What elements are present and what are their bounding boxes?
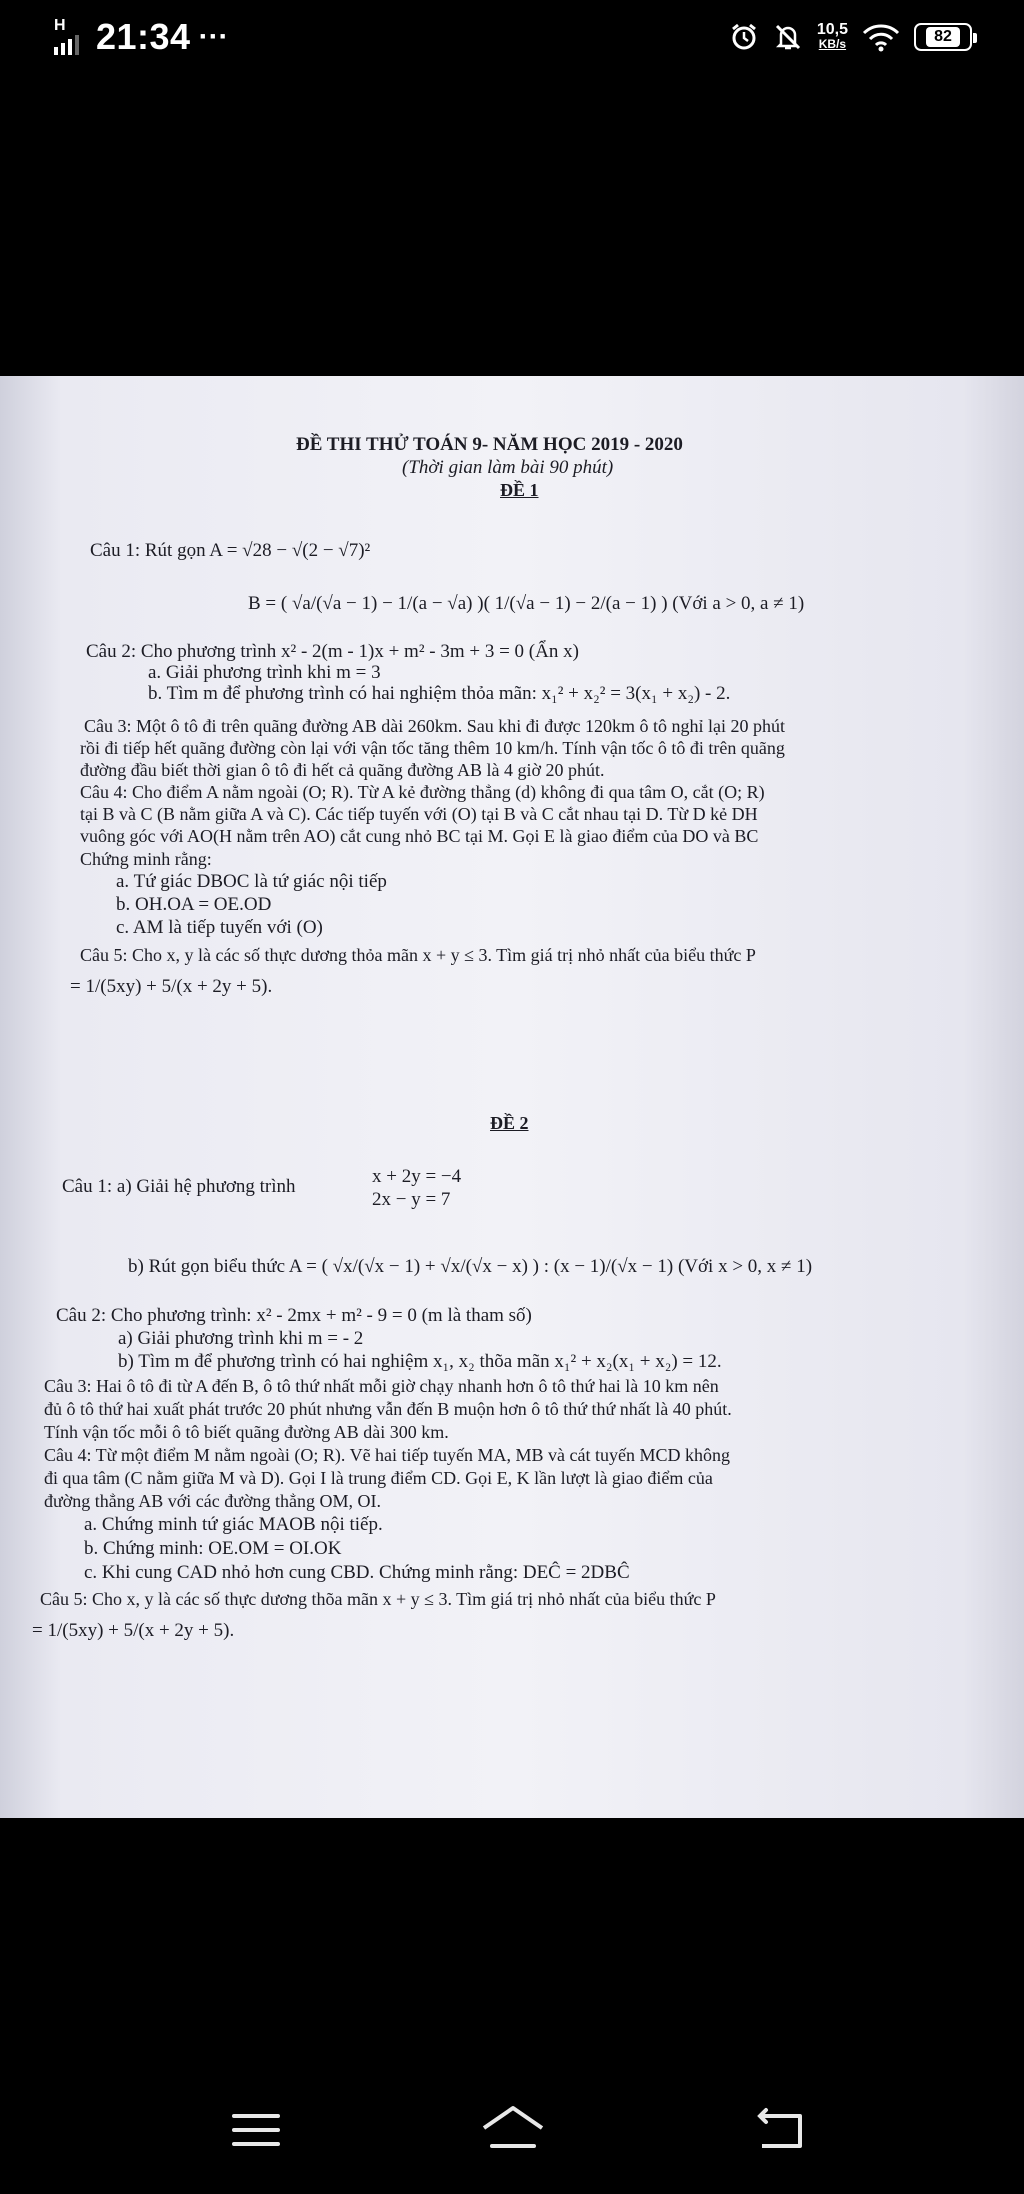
de1-line: đường đầu biết thời gian ô tô đi hết cả quãng đường AB là 4 giờ 20 phút.	[80, 760, 605, 780]
de1-line: Câu 4: Cho điểm A nằm ngoài (O; R). Từ A kẻ đường thẳng (d) không đi qua tâm O, cắt (O; R)	[80, 782, 765, 802]
de2-line: Câu 5: Cho x, y là các số thực dương thõa mãn x + y ≤ 3. Tìm giá trị nhỏ nhất của biểu thức P	[40, 1589, 716, 1609]
de2-line: đường thẳng AB với các đường thẳng OM, OI.	[44, 1491, 382, 1511]
de2-line: b. Chứng minh: OE.OM = OI.OK	[84, 1538, 342, 1559]
speed-unit: KB/s	[818, 37, 847, 51]
de1-line: tại B và C (B nằm giữa A và C). Các tiếp tuyến với (O) tại B và C cắt nhau tại D. Từ D kẻ DH	[80, 804, 758, 824]
speed-value: 10,5	[816, 21, 848, 38]
de2-line: a) Giải phương trình khi m = - 2	[118, 1328, 364, 1349]
exam-title: ĐỀ THI THỬ TOÁN 9- NĂM HỌC 2019 - 2020	[296, 434, 683, 455]
navigation-bar	[0, 2040, 1024, 2194]
de1-line: Chứng minh rằng:	[80, 849, 212, 869]
de1-line: B = ( √a/(√a − 1) − 1/(a − √a) )( 1/(√a − 1) − 2/(a − 1) ) (Với a > 0, a ≠ 1)	[248, 593, 805, 614]
de2-line: x + 2y = −4	[372, 1166, 462, 1187]
de2-line: đủ ô tô thứ hai xuất phát trước 20 phút nhưng vẫn đến B muộn hơn ô tô thứ thứ nhất là 40 phút.	[44, 1399, 732, 1419]
de2-line: 2x − y = 7	[372, 1189, 451, 1210]
de1-line: rồi đi tiếp hết quãng đường còn lại với vận tốc tăng thêm 10 km/h. Tính vận tốc ô tô đi trên quãng	[80, 738, 785, 758]
de1-line: vuông góc với AO(H nằm trên AO) cắt cung nhỏ BC tại M. Gọi E là giao điểm của DO và BC	[80, 826, 759, 846]
de2-heading: ĐỀ 2	[490, 1113, 529, 1133]
de2-line: c. Khi cung CAD nhỏ hơn cung CBD. Chứng minh rằng: DEĈ = 2DBĈ	[84, 1562, 630, 1583]
de1-line: c. AM là tiếp tuyến với (O)	[116, 917, 323, 938]
status-left	[54, 16, 229, 58]
network-type: H	[54, 17, 66, 34]
more-notifications-icon: ···	[198, 20, 229, 53]
menu-icon[interactable]	[226, 2100, 286, 2160]
de2-line: Câu 4: Từ một điểm M nằm ngoài (O; R). Vẽ hai tiếp tuyến MA, MB và cát tuyến MCD không	[44, 1445, 731, 1465]
de1-line: b. Tìm m để phương trình có hai nghiệm thỏa mãn: x₁² + x₂² = 3(x₁ + x₂) - 2.	[148, 683, 731, 704]
de1-line: a. Giải phương trình khi m = 3	[148, 662, 381, 683]
de1-line: Câu 5: Cho x, y là các số thực dương thỏa mãn x + y ≤ 3. Tìm giá trị nhỏ nhất của biểu thức P	[80, 945, 756, 965]
battery-level: 82	[926, 27, 960, 47]
alarm-icon	[729, 22, 759, 52]
network-speed	[817, 23, 848, 51]
de2-line: Câu 3: Hai ô tô đi từ A đến B, ô tô thứ nhất mỗi giờ chạy nhanh hơn ô tô thứ hai là 10 km nên	[44, 1376, 719, 1396]
home-icon[interactable]	[478, 2100, 548, 2160]
de2-line: b) Tìm m để phương trình có hai nghiệm x₁, x₂ thõa mãn x₁² + x₂(x₁ + x₂) = 12.	[118, 1351, 722, 1372]
mute-icon	[773, 22, 803, 52]
de1-line: b. OH.OA = OE.OD	[116, 894, 272, 915]
de2-line: = 1/(5xy) + 5/(x + 2y + 5).	[32, 1620, 235, 1641]
battery-icon	[914, 23, 972, 51]
de1-line: Câu 1: Rút gọn A = √28 − √(2 − √7)²	[90, 540, 371, 561]
exam-paper-photo	[0, 376, 1024, 1818]
de1-line: a. Tứ giác DBOC là tứ giác nội tiếp	[116, 871, 387, 892]
de1-line: Câu 3: Một ô tô đi trên quãng đường AB dài 260km. Sau khi đi được 120km ô tô nghỉ lại 20 phút	[84, 716, 786, 736]
de1-heading: ĐỀ 1	[500, 480, 539, 500]
de2-line: đi qua tâm (C nằm giữa M và D). Gọi I là trung điểm CD. Gọi E, K lần lượt là giao điểm của	[44, 1468, 713, 1488]
back-icon[interactable]	[752, 2100, 812, 2160]
de1-line: Câu 2: Cho phương trình x² - 2(m - 1)x + m² - 3m + 3 = 0 (Ẩn x)	[86, 641, 579, 662]
status-time: 21:34	[96, 16, 191, 57]
de2-line: Câu 2: Cho phương trình: x² - 2mx + m² - 9 = 0 (m là tham số)	[56, 1305, 532, 1326]
wifi-icon	[862, 22, 900, 52]
signal-icon	[54, 17, 84, 57]
status-right	[729, 22, 972, 52]
de2-line: a. Chứng minh tứ giác MAOB nội tiếp.	[84, 1514, 383, 1535]
de2-line: b) Rút gọn biểu thức A = ( √x/(√x − 1) + √x/(√x − x) ) : (x − 1)/(√x − 1) (Với x > 0, x ≠ 1)	[128, 1256, 813, 1277]
de1-line: = 1/(5xy) + 5/(x + 2y + 5).	[70, 976, 273, 997]
exam-subtitle: (Thời gian làm bài 90 phút)	[402, 457, 614, 478]
de2-line: Câu 1: a) Giải hệ phương trình	[62, 1176, 296, 1197]
de2-line: Tính vận tốc mỗi ô tô biết quãng đường AB dài 300 km.	[44, 1422, 449, 1442]
status-bar	[0, 0, 1024, 84]
